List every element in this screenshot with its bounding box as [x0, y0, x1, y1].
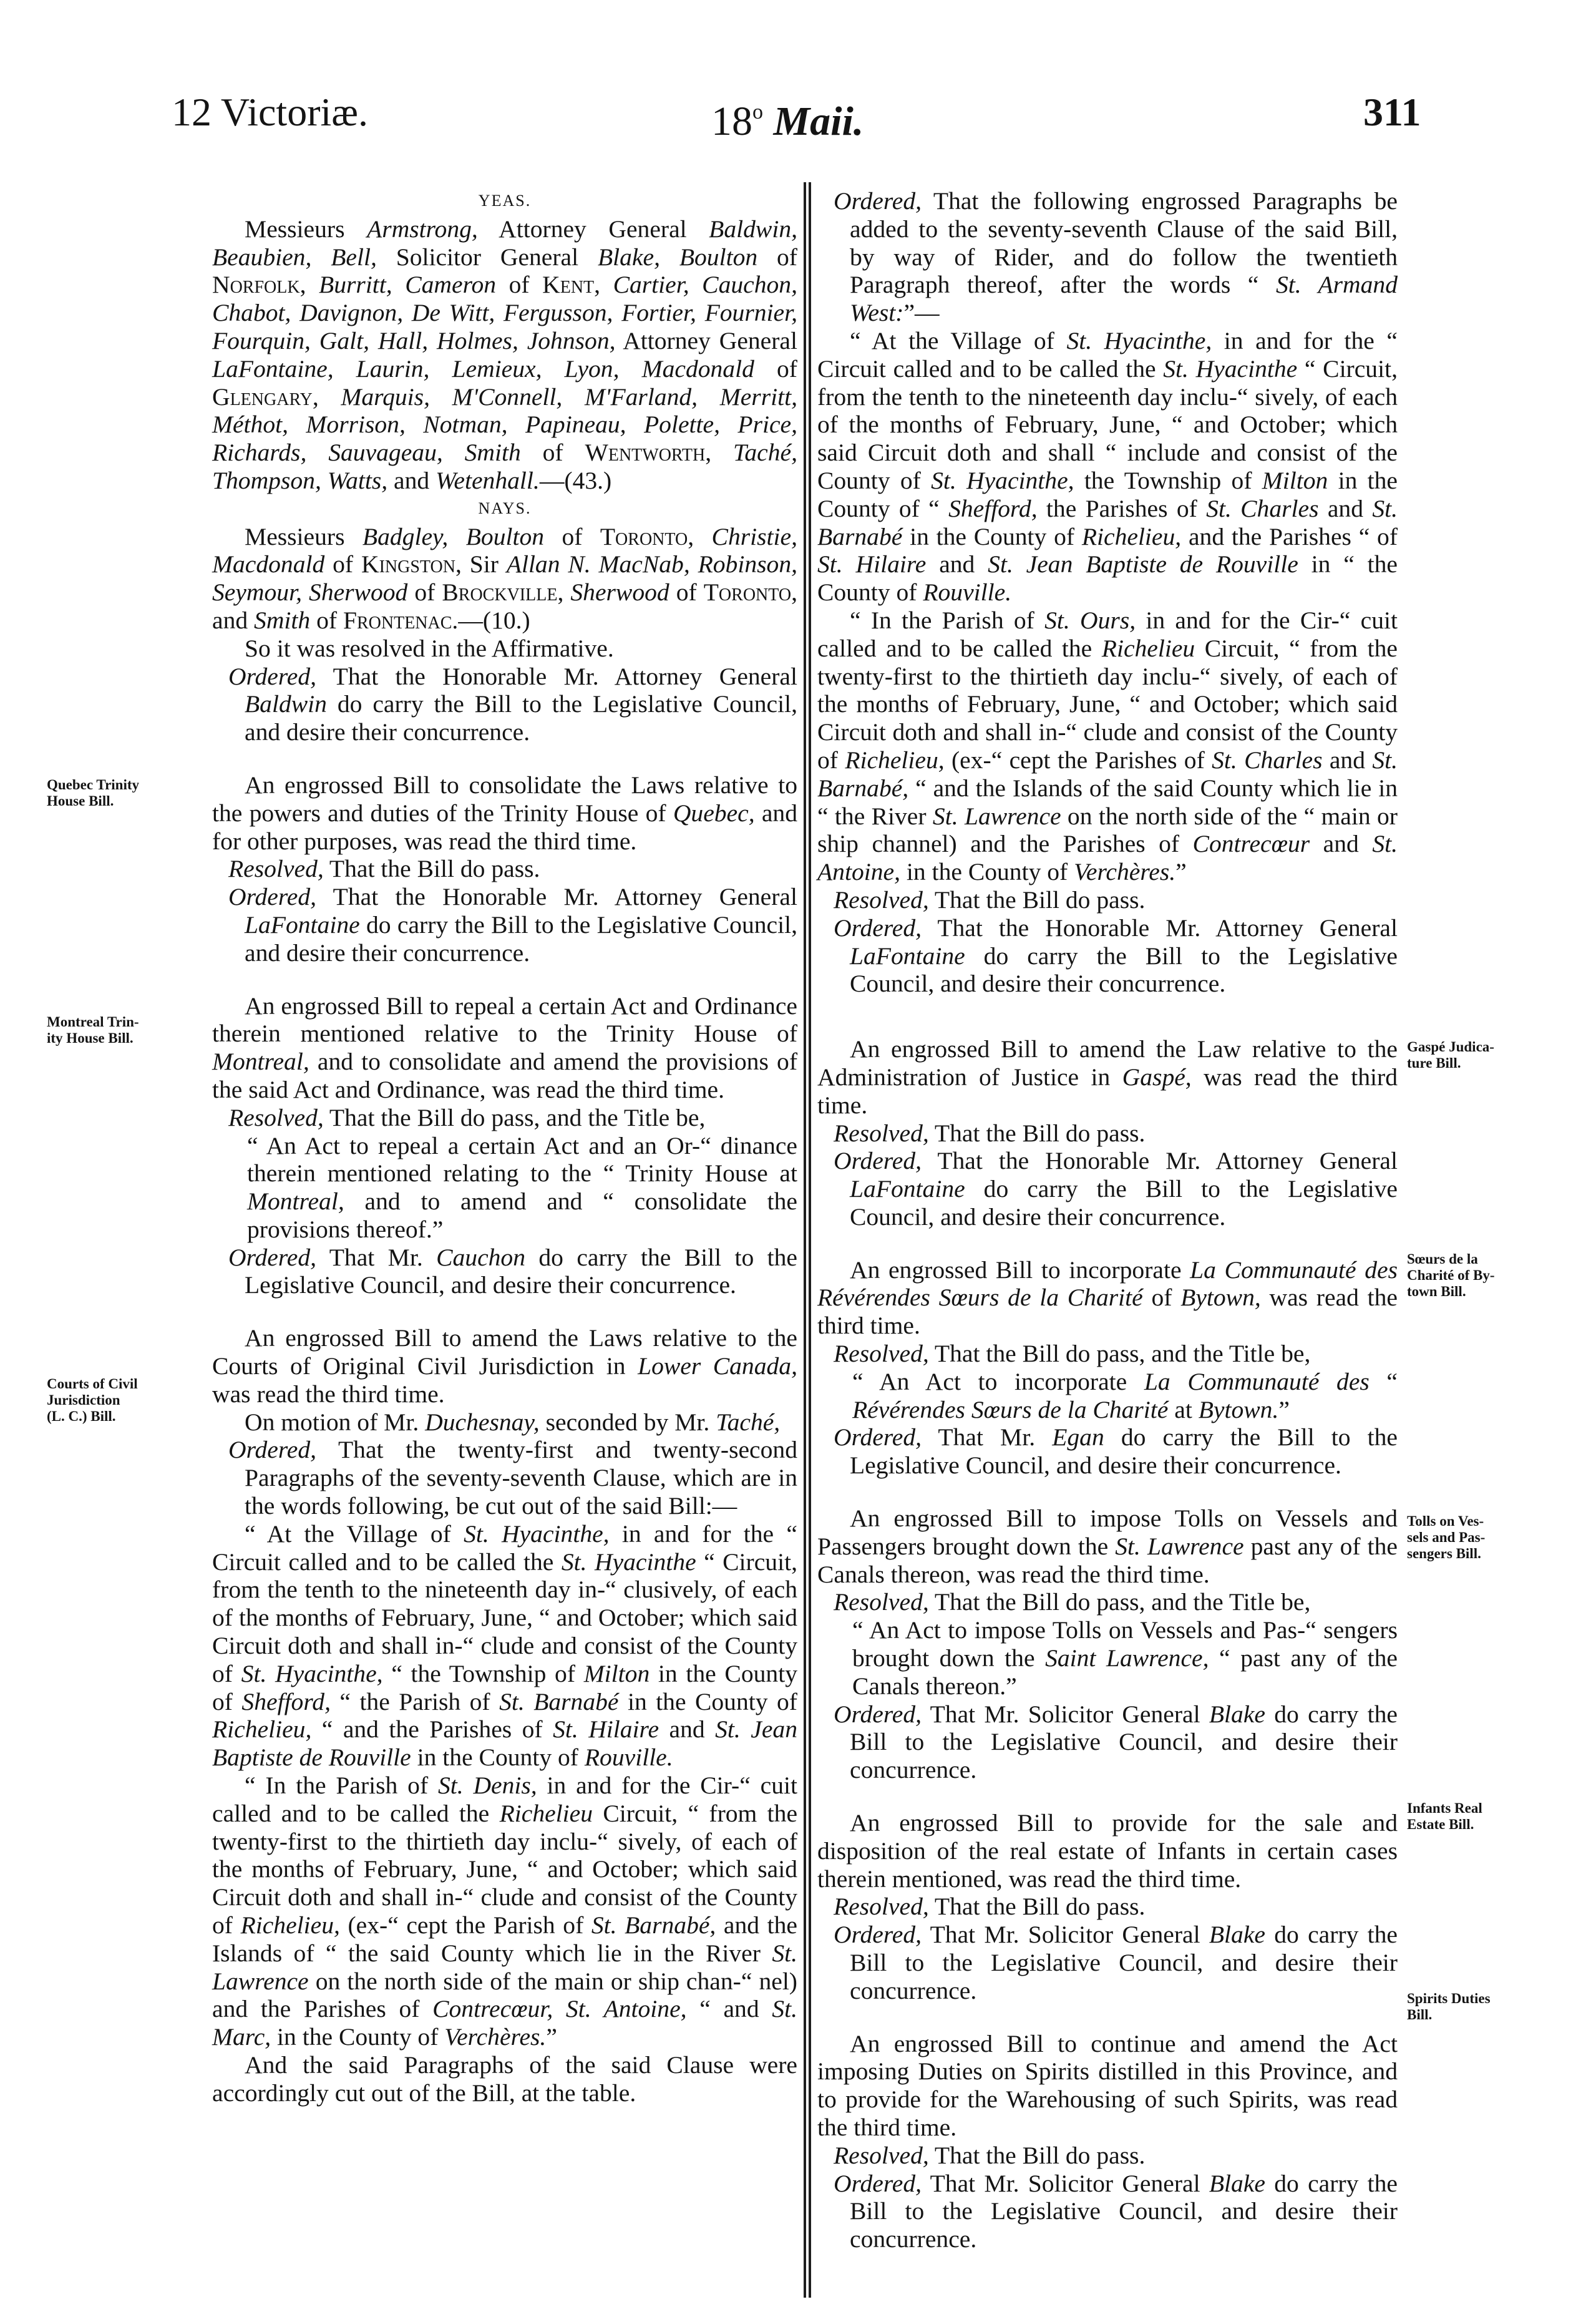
- right-paragraph: An engrossed Bill to provide for the sale and disposition of the real estate of Infants in certain cases therein mentioned, was read the third time.: [817, 1809, 1398, 1893]
- page-date: [711, 87, 864, 144]
- right-paragraph: Ordered, That the Honorable Mr. Attorney General LaFontaine do carry the Bill to the Legislative Council, and desire their concurrence.: [834, 1147, 1398, 1231]
- date-day: 18: [711, 99, 752, 144]
- left-division-heading: NAYS.: [478, 499, 532, 517]
- right-paragraph: “ In the Parish of St. Ours, in and for the Cir-“ cuit called and to be called the Richelieu Circuit, “ from the twenty-first to the thirtieth day inclu-“ sively, of each of the months of February, June, “ and October; which said Circuit doth and shall in-“ clude and consist of the County of Richelieu, (ex-“ cept the Parishes of St. Charles and St. Barnabé, “ and the Islands of the said County which lie in “ the River St. Lawrence on the north side of the “ main or ship channel) and the Parishes of Contrecœur and St. Antoine, in the County of Verchères.”: [817, 606, 1398, 886]
- left-paragraph: “ At the Village of St. Hyacinthe, in and for the “ Circuit called and to be called the St. Hyacinthe “ Circuit, from the tenth to the nineteenth day in-“ clusively, of each of the months of February, June, “ and October; which said Circuit doth and shall in-“ clude and consist of the County of St. Hyacinthe, “ the Township of Milton in the County of Shefford, “ the Parish of St. Barnabé in the County of Richelieu, “ and the Parishes of St. Hilaire and St. Jean Baptiste de Rouville in the County of Rouville.: [212, 1519, 797, 1772]
- left-paragraph: An engrossed Bill to amend the Laws relative to the Courts of Original Civil Jurisdiction in Lower Canada, was read the third time.: [212, 1324, 797, 1408]
- right-paragraph: An engrossed Bill to continue and amend the Act imposing Duties on Spirits distilled in this Province, and to provide for the Warehousing of such Spirits, was read the third time.: [817, 2029, 1398, 2141]
- right-paragraph: Ordered, That Mr. Solicitor General Blake do carry the Bill to the Legislative Council, and desire their concurrence.: [834, 1700, 1398, 1784]
- column-divider: [804, 182, 806, 2298]
- left-paragraph: “ An Act to repeal a certain Act and an Or-“ dinance therein mentioned relating to the “ Trinity House at Montreal, and to amend and “ consolidate the provisions thereof.”: [247, 1131, 797, 1243]
- margin-note-infants: Infants Real Estate Bill.: [1407, 1800, 1482, 1832]
- left-paragraph: Messieurs Badgley, Boulton of Toronto, Christie, Macdonald of Kingston, Sir Allan N. MacNab, Robinson, Seymour, Sherwood of Brockville, Sherwood of Toronto, and Smith of Frontenac.—(10.): [212, 522, 797, 634]
- right-paragraph: Ordered, That Mr. Solicitor General Blake do carry the Bill to the Legislative Council, and desire their concurrence.: [834, 2169, 1398, 2253]
- margin-note-spirits: Spirits Duties Bill.: [1407, 1991, 1491, 2022]
- date-month: Maii.: [773, 99, 864, 144]
- right-paragraph: Resolved, That the Bill do pass.: [834, 1893, 1146, 1921]
- right-section-gap: [817, 2005, 1398, 2030]
- regnal-year: 12 Victoriæ.: [172, 90, 368, 134]
- left-division-heading: YEAS.: [478, 192, 532, 210]
- margin-note-quebec-trinity: Quebec Trinity House Bill.: [47, 777, 140, 809]
- left-paragraph: Ordered, That the Honorable Mr. Attorney General Baldwin do carry the Bill to the Legislative Council, and desire their concurrence.: [228, 662, 797, 746]
- margin-note-courts-civil: Courts of Civil Jurisdiction (L. C.) Bill.: [47, 1376, 138, 1424]
- right-paragraph: “ At the Village of St. Hyacinthe, in and for the “ Circuit called and to be called the St. Hyacinthe “ Circuit, from the tenth to the nineteenth day inclu-“ sively, of each of the months of February, June, “ and October; which said Circuit doth and shall “ include and consist of the County of St. Hyacinthe, the Township of Milton in the County of “ Shefford, the Parishes of St. Charles and St. Barnabé in the County of Richelieu, and the Parishes “ of St. Hilaire and St. Jean Baptiste de Rouville in “ the County of Rouville.: [817, 326, 1398, 607]
- right-paragraph: Ordered, That the Honorable Mr. Attorney General LaFontaine do carry the Bill to the Legislative Council, and desire their concurrence.: [834, 914, 1398, 998]
- right-paragraph: Ordered, That Mr. Egan do carry the Bill to the Legislative Council, and desire their concurrence.: [834, 1423, 1398, 1480]
- left-section-gap: [212, 746, 797, 771]
- left-paragraph: An engrossed Bill to repeal a certain Act and Ordinance therein mentioned relative to the Trinity House of Montreal, and to consolidate and amend the provisions of the said Act and Ordinance, was read the third time.: [212, 992, 797, 1103]
- right-paragraph: Resolved, That the Bill do pass, and the Title be,: [834, 1588, 1311, 1616]
- left-column: [212, 187, 797, 2107]
- left-section-gap: [212, 967, 797, 992]
- left-paragraph: Resolved, That the Bill do pass, and the Title be,: [228, 1103, 706, 1131]
- right-paragraph: An engrossed Bill to amend the Law relative to the Administration of Justice in Gaspé, was read the third time.: [817, 1035, 1398, 1119]
- right-paragraph: Resolved, That the Bill do pass, and the Title be,: [834, 1340, 1311, 1368]
- margin-note-soeurs: Sœurs de la Charité of By- town Bill.: [1407, 1251, 1495, 1299]
- right-paragraph: “ An Act to incorporate La Communauté des “ Révérendes Sœurs de la Charité at Bytown.”: [852, 1367, 1398, 1423]
- left-paragraph: And the said Paragraphs of the said Clause were accordingly cut out of the Bill, at the table.: [212, 2051, 797, 2107]
- left-paragraph: Resolved, That the Bill do pass.: [228, 855, 540, 883]
- left-paragraph: Ordered, That the Honorable Mr. Attorney General LaFontaine do carry the Bill to the Legislative Council, and desire their concurrence.: [228, 883, 797, 967]
- right-paragraph: Resolved, That the Bill do pass.: [834, 2141, 1146, 2169]
- left-paragraph: An engrossed Bill to consolidate the Laws relative to the powers and duties of the Trinity House of Quebec, and for other purposes, was read the third time.: [212, 771, 797, 855]
- left-paragraph: Messieurs Armstrong, Attorney General Baldwin, Beaubien, Bell, Solicitor General Blake, Boulton of Norfolk, Burritt, Cameron of Kent, Cartier, Cauchon, Chabot, Davignon, De Witt, Fergusson, Fortier, Fournier, Fourquin, Galt, Hall, Holmes, Johnson, Attorney General LaFontaine, Laurin, Lemieux, Lyon, Macdonald of Glengary, Marquis, M'Connell, M'Farland, Merritt, Méthot, Morrison, Notman, Papineau, Polette, Price, Richards, Sauvageau, Smith of Wentworth, Taché, Thompson, Watts, and Wetenhall.—(43.): [212, 215, 797, 494]
- date-ordinal: o: [752, 100, 763, 124]
- left-paragraph: On motion of Mr. Duchesnay, seconded by Mr. Taché,: [245, 1408, 781, 1436]
- right-section-gap: [817, 998, 1398, 1035]
- right-paragraph: “ An Act to impose Tolls on Vessels and Pas-“ sengers brought down the Saint Lawrence, “ past any of the Canals thereon.”: [852, 1616, 1398, 1700]
- right-paragraph: Ordered, That Mr. Solicitor General Blake do carry the Bill to the Legislative Council, and desire their concurrence.: [834, 1921, 1398, 2004]
- right-paragraph: An engrossed Bill to impose Tolls on Vessels and Passengers brought down the St. Lawrence past any of the Canals thereon, was read the third time.: [817, 1505, 1398, 1588]
- column-divider: [809, 182, 811, 2298]
- left-paragraph: Ordered, That Mr. Cauchon do carry the Bill to the Legislative Council, and desire their concurrence.: [228, 1243, 798, 1299]
- page-number: 311: [1363, 90, 1421, 134]
- margin-note-tolls: Tolls on Ves- sels and Pas- sengers Bill.: [1407, 1513, 1486, 1561]
- left-paragraph: Ordered, That the twenty-first and twenty-second Paragraphs of the seventy-seventh Clause, which are in the words following, be cut out of the said Bill:—: [228, 1436, 797, 1520]
- left-paragraph: “ In the Parish of St. Denis, in and for the Cir-“ cuit called and to be called the Richelieu Circuit, “ from the twenty-first to the thirtieth day inclu-“ sively, of each of the months of February, June, “ and October; which said Circuit doth and shall in-“ clude and consist of the County of Richelieu, (ex-“ cept the Parish of St. Barnabé, and the Islands of “ the said County which lie in the River St. Lawrence on the north side of the main or ship chan-“ nel) and the Parishes of Contrecœur, St. Antoine, “ and St. Marc, in the County of Verchères.”: [212, 1772, 798, 2051]
- right-paragraph: Ordered, That the following engrossed Paragraphs be added to the seventy-seventh Clause of the said Bill, by way of Rider, and do follow the twentieth Paragraph thereof, after the words “ St. Armand West:”—: [834, 187, 1398, 327]
- margin-note-gaspe: Gaspé Judica- ture Bill.: [1407, 1039, 1494, 1071]
- left-paragraph: So it was resolved in the Affirmative.: [245, 634, 614, 662]
- right-section-gap: [817, 1480, 1398, 1505]
- left-section-gap: [212, 1299, 797, 1324]
- right-paragraph: Resolved, That the Bill do pass.: [834, 1119, 1146, 1147]
- right-paragraph: An engrossed Bill to incorporate La Communauté des Révérendes Sœurs de la Charité of Bytown, was read the third time.: [817, 1256, 1398, 1340]
- margin-note-montreal-trinity: Montreal Trin- ity House Bill.: [47, 1014, 139, 1046]
- right-section-gap: [817, 1784, 1398, 1809]
- right-column: [817, 187, 1398, 2253]
- right-section-gap: [817, 1231, 1398, 1256]
- right-paragraph: Resolved, That the Bill do pass.: [834, 885, 1146, 914]
